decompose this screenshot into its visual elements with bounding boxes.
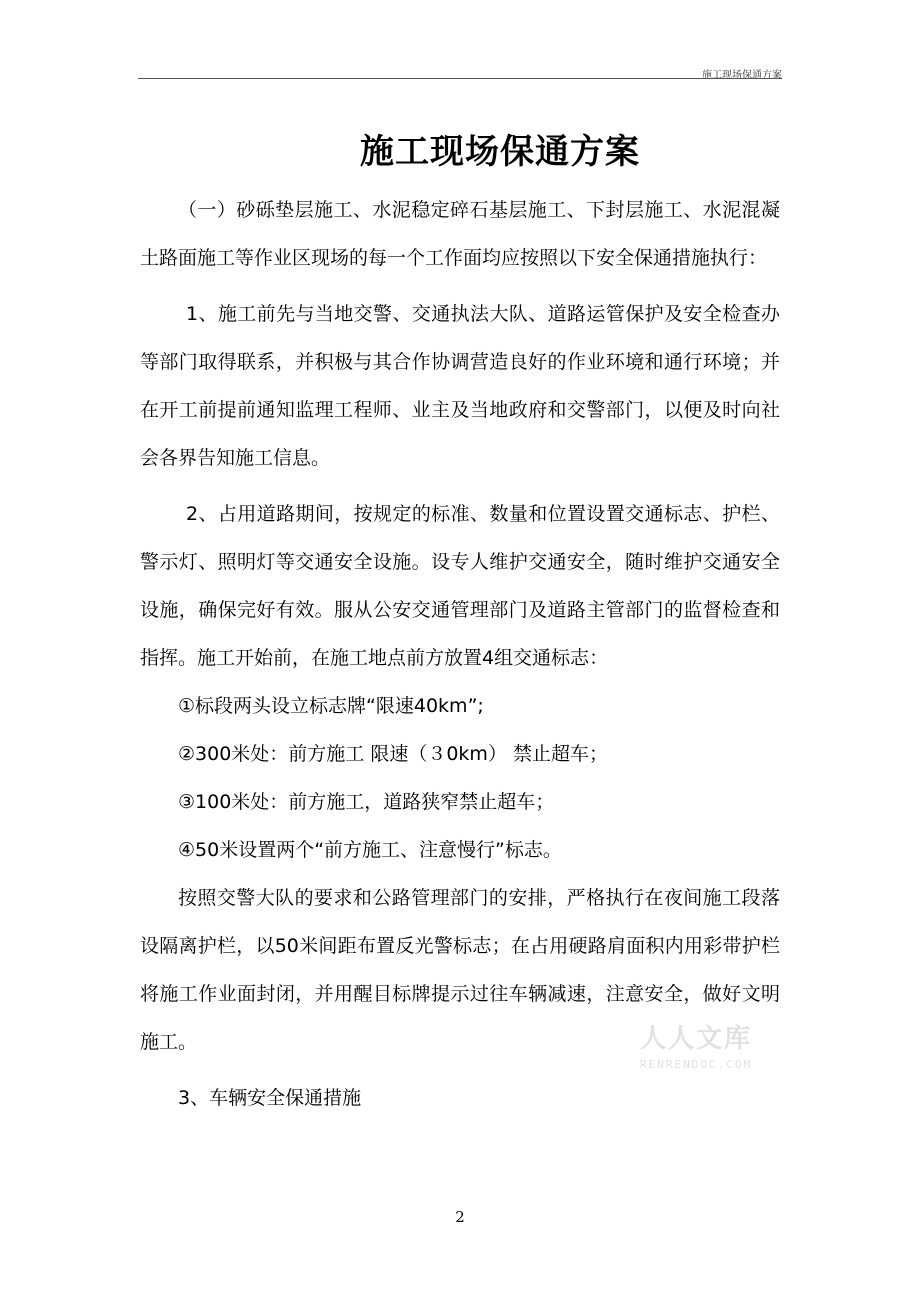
list-item-sign-2: ②300米处：前方施工 限速（３0km） 禁止超车； [178,743,608,765]
list-item-sign-4: ④50米设置两个“前方施工、注意慢行”标志。 [178,839,562,861]
paragraph-intro: （一）砂砾垫层施工、水泥稳定碎石基层施工、下封层施工、水泥混凝土路面施工等作业区现场的每一个工作面均应按照以下安全保通措施执行： [140,199,780,269]
list-item-sign-1: ①标段两头设立标志牌“限速40km”; [178,695,484,717]
running-header: 施工现场保通方案 [702,70,782,81]
paragraph-item-1: 1、施工前先与当地交警、交通执法大队、道路运管保护及安全检查办等部门取得联系，并积极与其合作协调营造良好的作业环境和通行环境；并在开工前提前通知监理工程师、业主及当地政府和交警部门，以便及时向社会各界告知施工信息。 [140,303,780,469]
document-title: 施工现场保通方案 [360,132,640,172]
document-body [140,186,780,1122]
header-divider [138,78,782,79]
paragraph-item-2: 2、占用道路期间，按规定的标准、数量和位置设置交通标志、护栏、警示灯、照明灯等交通安全设施。设专人维护交通安全，随时维护交通安全设施，确保完好有效。服从公安交通管理部门及道路主管部门的监督检查和指挥。施工开始前，在施工地点前方放置4组交通标志： [140,503,780,669]
paragraph-night-construction: 按照交警大队的要求和公路管理部门的安排，严格执行在夜间施工段落设隔离护栏，以50米间距布置反光警标志；在占用硬路肩面积内用彩带护栏将施工作业面封闭，并用醒目标牌提示过往车辆减速，注意安全，做好文明施工。 [140,887,780,1053]
watermark-text-large: 人人文库 [640,1024,753,1054]
list-item-sign-3: ③100米处：前方施工，道路狭窄禁止超车； [178,791,555,813]
section-heading-vehicle-safety: 3、车辆安全保通措施 [178,1087,362,1109]
watermark-text-small: RENRENDOC.COM [640,1058,753,1071]
page-number: 2 [455,1208,465,1226]
